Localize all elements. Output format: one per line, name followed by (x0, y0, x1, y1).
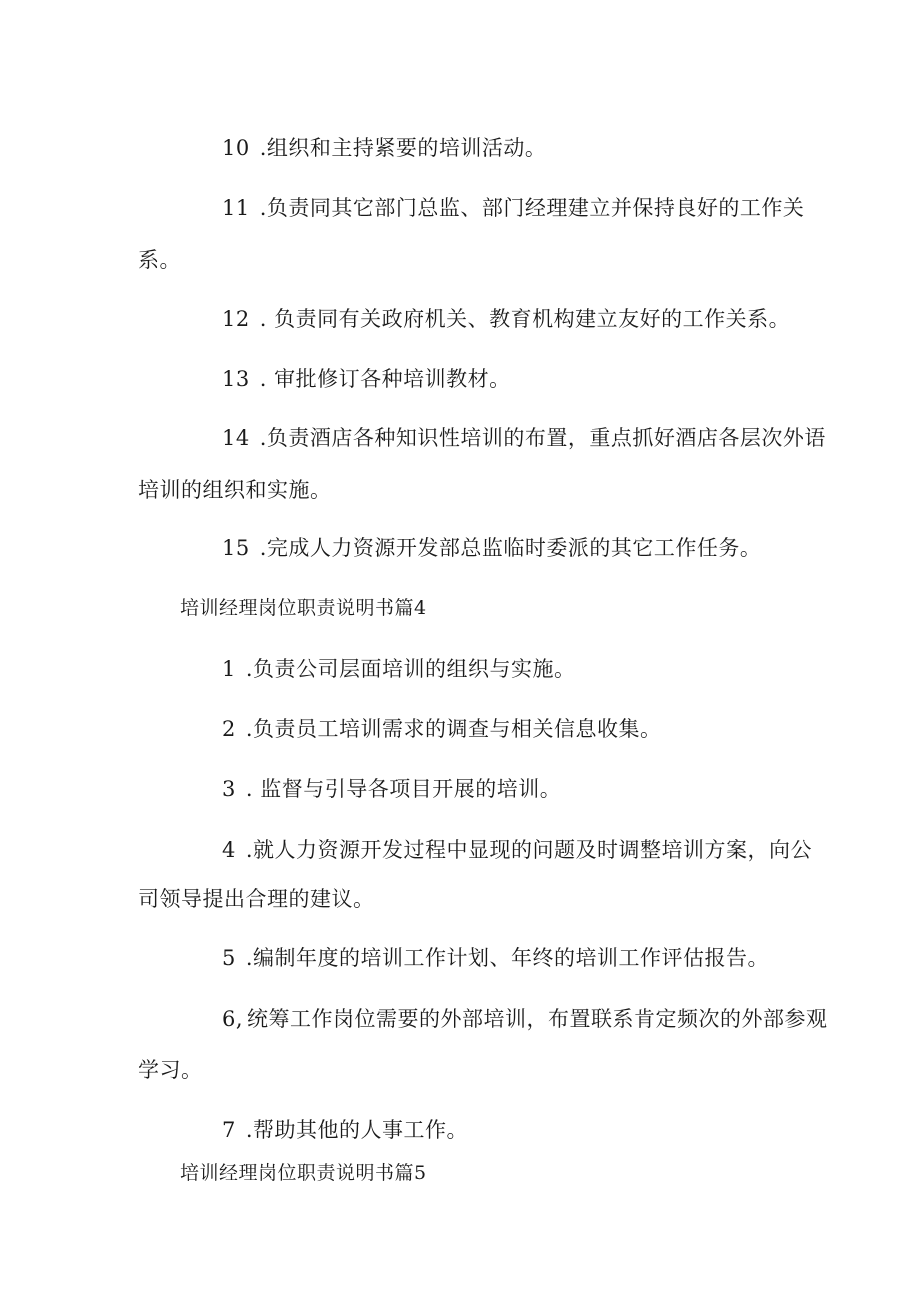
list-item (222, 194, 804, 222)
item-continuation: 培训的组织和实施。 (138, 478, 332, 502)
item-number: 6, (222, 1007, 244, 1031)
list-item (222, 305, 790, 333)
item-text: . 审批修订各种培训教材。 (259, 367, 511, 391)
item-number: 12 (222, 307, 250, 331)
item-number: 14 (222, 426, 250, 450)
item-text: .负责员工培训需求的调查与相关信息收集。 (245, 717, 662, 741)
list-item (222, 365, 511, 393)
item-number: 13 (222, 367, 250, 391)
item-number: 15 (222, 536, 250, 560)
list-item (222, 534, 761, 562)
item-number: 4 (222, 838, 236, 862)
item-text: .负责同其它部门总监、部门经理建立并保持良好的工作关 (259, 196, 805, 220)
item-number: 1 (222, 657, 236, 681)
item-continuation: 司领导提出合理的建议。 (138, 887, 375, 911)
item-text: .完成人力资源开发部总监临时委派的其它工作任务。 (259, 536, 762, 560)
list-item (222, 836, 812, 864)
item-text: 统筹工作岗位需要的外部培训，布置联系肯定频次的外部参观 (247, 1007, 828, 1031)
list-item (222, 1005, 828, 1033)
list-item (222, 134, 546, 162)
item-number: 7 (222, 1118, 236, 1142)
item-continuation: 系。 (138, 248, 181, 272)
list-item (222, 1116, 468, 1144)
list-item (222, 655, 576, 683)
list-item (222, 944, 769, 972)
item-text: .编制年度的培训工作计划、年终的培训工作评估报告。 (245, 946, 770, 970)
item-continuation: 学习。 (138, 1058, 203, 1082)
item-text: .就人力资源开发过程中显现的问题及时调整培训方案，向公 (245, 838, 813, 862)
item-text: .负责酒店各种知识性培训的布置，重点抓好酒店各层次外语 (259, 426, 826, 450)
item-number: 10 (222, 136, 250, 160)
item-number: 3 (222, 777, 236, 801)
item-text: .帮助其他的人事工作。 (245, 1118, 469, 1142)
item-text: . 监督与引导各项目开展的培训。 (245, 777, 562, 801)
list-item (222, 424, 826, 452)
section-heading: 培训经理岗位职责说明书篇5 (180, 1162, 427, 1184)
list-item (222, 775, 561, 803)
item-text: .组织和主持紧要的培训活动。 (259, 136, 547, 160)
item-number: 2 (222, 717, 236, 741)
item-text: . 负责同有关政府机关、教育机构建立友好的工作关系。 (259, 307, 791, 331)
item-number: 11 (222, 196, 250, 220)
item-text: .负责公司层面培训的组织与实施。 (245, 657, 576, 681)
list-item (222, 715, 662, 743)
section-heading: 培训经理岗位职责说明书篇4 (180, 597, 427, 619)
item-number: 5 (222, 946, 236, 970)
